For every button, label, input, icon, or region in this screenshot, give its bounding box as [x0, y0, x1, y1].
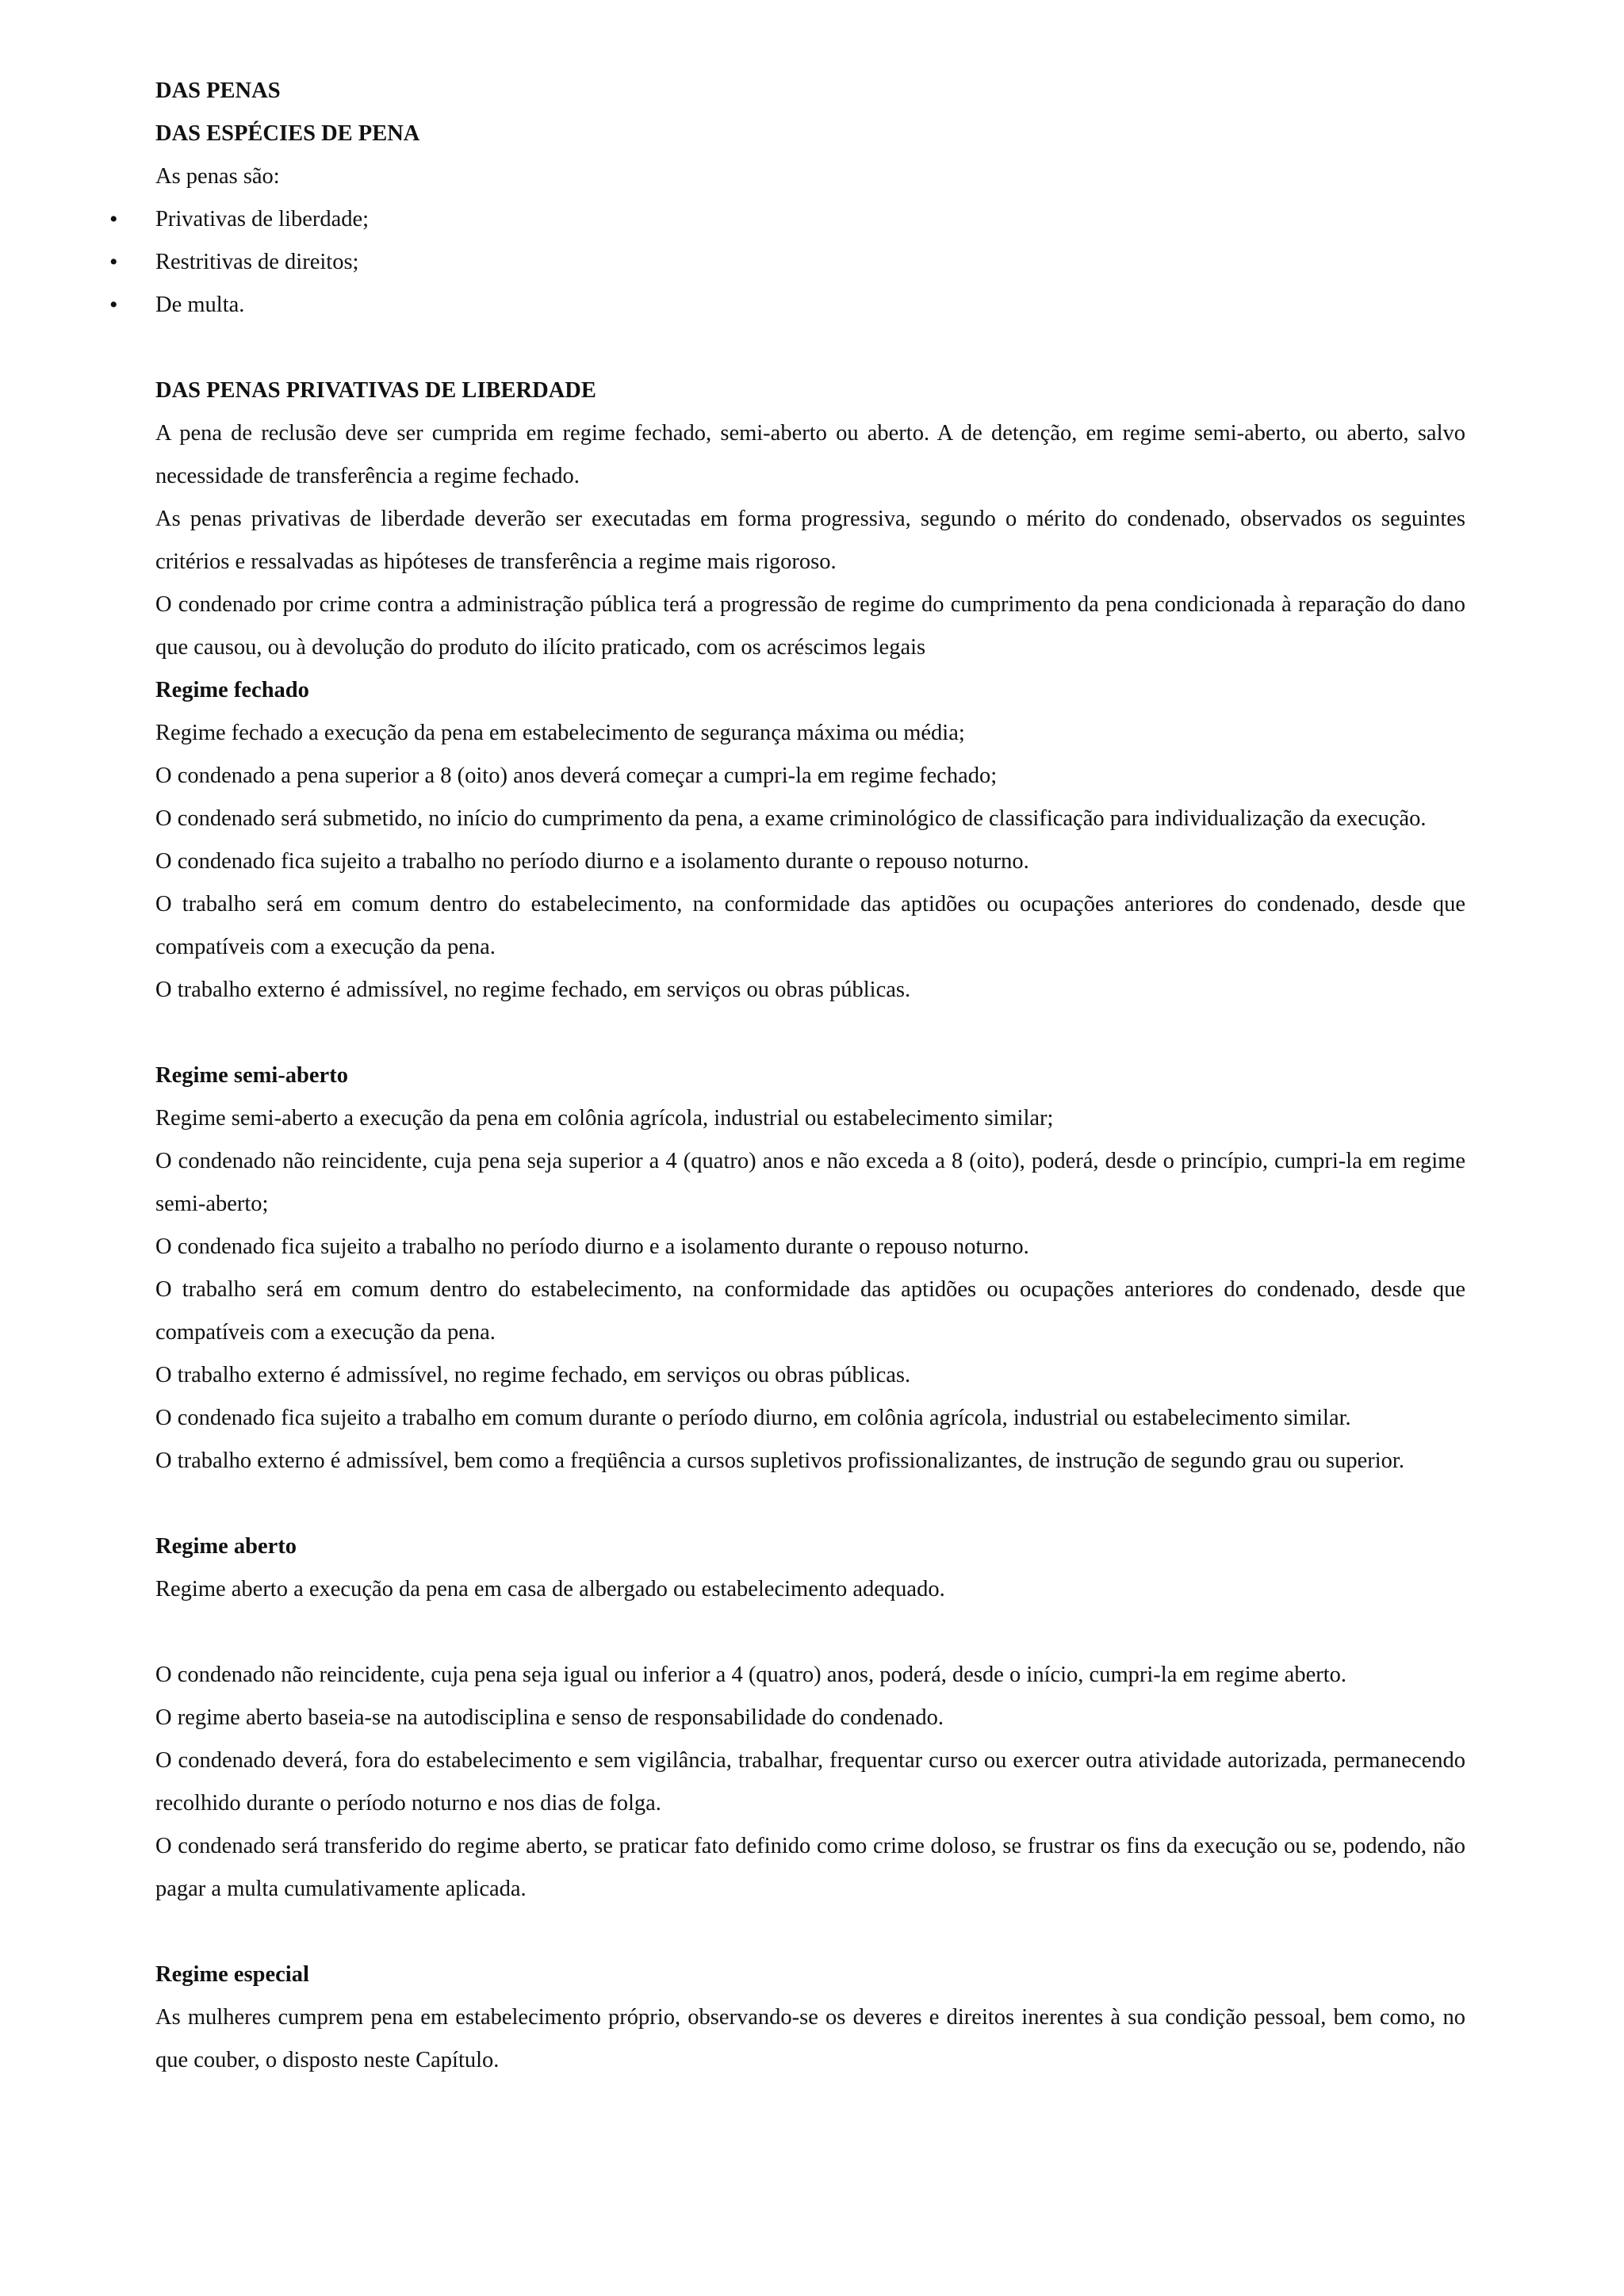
paragraph: O trabalho será em comum dentro do estabelecimento, na conformidade das aptidões ou ocupações anteriores do condenado, desde que compatíveis com a execução da pena. — [155, 1277, 1465, 1345]
paragraph: O trabalho será em comum dentro do estabelecimento, na conformidade das aptidões ou ocupações anteriores do condenado, desde que compatíveis com a execução da pena. — [155, 892, 1465, 959]
list-item: • De multa. — [155, 284, 1465, 327]
heading-penas-privativas: DAS PENAS PRIVATIVAS DE LIBERDADE — [155, 378, 596, 403]
paragraph: O condenado não reincidente, cuja pena seja igual ou inferior a 4 (quatro) anos, poderá, desde o início, cumpri-la em regime aberto. — [155, 1663, 1346, 1687]
paragraph: O condenado fica sujeito a trabalho no período diurno e a isolamento durante o repouso noturno. — [155, 1234, 1029, 1259]
heading-especies-de-pena: DAS ESPÉCIES DE PENA — [155, 121, 420, 146]
intro-text: As penas são: — [155, 164, 280, 189]
paragraph: O condenado não reincidente, cuja pena seja superior a 4 (quatro) anos e não exceda a 8 (oito), poderá, desde o princípio, cumpri-la em regime semi-aberto; — [155, 1149, 1465, 1216]
list-item: • Restritivas de direitos; — [155, 241, 1465, 284]
paragraph: O condenado por crime contra a administração pública terá a progressão de regime do cumprimento da pena condicionada à reparação do dano que causou, ou à devolução do produto do ilícito praticado, com os acréscimos legais — [155, 592, 1465, 660]
heading-regime-aberto: Regime aberto — [155, 1534, 297, 1559]
paragraph: O trabalho externo é admissível, bem como a freqüência a cursos supletivos profissionalizantes, de instrução de segundo grau ou superior. — [155, 1448, 1404, 1473]
document-page — [155, 70, 1465, 2082]
paragraph: O condenado deverá, fora do estabelecimento e sem vigilância, trabalhar, frequentar curso ou exercer outra atividade autorizada, permanecendo recolhido durante o período noturno e nos dias de folga. — [155, 1748, 1465, 1816]
heading-das-penas: DAS PENAS — [155, 78, 281, 103]
paragraph: As penas privativas de liberdade deverão ser executadas em forma progressiva, segundo o mérito do condenado, observados os seguintes critérios e ressalvadas as hipóteses de transferência a regime mais rigoroso. — [155, 507, 1465, 574]
paragraph: O condenado será submetido, no início do cumprimento da pena, a exame criminológico de classificação para individualização da execução. — [155, 806, 1427, 831]
paragraph: O condenado fica sujeito a trabalho em comum durante o período diurno, em colônia agrícola, industrial ou estabelecimento similar. — [155, 1406, 1351, 1430]
paragraph: O regime aberto baseia-se na autodisciplina e senso de responsabilidade do condenado. — [155, 1705, 944, 1730]
paragraph: O condenado fica sujeito a trabalho no período diurno e a isolamento durante o repouso noturno. — [155, 849, 1029, 874]
list-item: • Privativas de liberdade; — [155, 198, 1465, 241]
paragraph: O trabalho externo é admissível, no regime fechado, em serviços ou obras públicas. — [155, 978, 911, 1002]
paragraph: O condenado será transferido do regime aberto, se praticar fato definido como crime doloso, se frustrar os fins da execução ou se, podendo, não pagar a multa cumulativamente aplicada. — [155, 1834, 1465, 1901]
paragraph: Regime aberto a execução da pena em casa de albergado ou estabelecimento adequado. — [155, 1577, 945, 1601]
heading-regime-especial: Regime especial — [155, 1962, 309, 1987]
heading-regime-semi-aberto: Regime semi-aberto — [155, 1063, 348, 1088]
paragraph: Regime semi-aberto a execução da pena em colônia agrícola, industrial ou estabelecimento similar; — [155, 1106, 1054, 1131]
paragraph: O trabalho externo é admissível, no regime fechado, em serviços ou obras públicas. — [155, 1363, 911, 1387]
paragraph: Regime fechado a execução da pena em estabelecimento de segurança máxima ou média; — [155, 721, 965, 745]
heading-regime-fechado: Regime fechado — [155, 678, 309, 702]
paragraph: As mulheres cumprem pena em estabelecimento próprio, observando-se os deveres e direitos inerentes à sua condição pessoal, bem como, no que couber, o disposto neste Capítulo. — [155, 2005, 1465, 2072]
paragraph: O condenado a pena superior a 8 (oito) anos deverá começar a cumpri-la em regime fechado; — [155, 763, 998, 788]
penalty-types-list — [155, 198, 1465, 327]
paragraph: A pena de reclusão deve ser cumprida em regime fechado, semi-aberto ou aberto. A de detenção, em regime semi-aberto, ou aberto, salvo necessidade de transferência a regime fechado. — [155, 421, 1465, 488]
